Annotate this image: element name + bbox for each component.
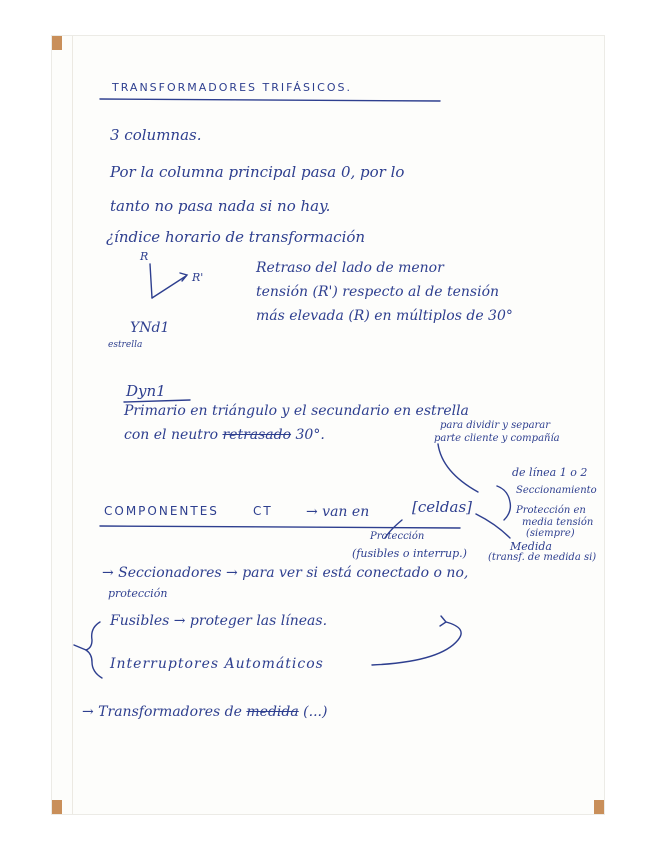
- text-fragment: con el neutro: [124, 427, 219, 443]
- side-note: Protección: [370, 531, 425, 542]
- struck-word: medida: [246, 704, 299, 720]
- description-line: más elevada (R) en múltiplos de 30°: [256, 308, 513, 324]
- text-fragment: → Transformadores de: [82, 704, 242, 720]
- description-line: Retraso del lado de menor: [256, 260, 444, 276]
- text-line: → Seccionadores → para ver si está conectado o no,: [102, 565, 469, 581]
- vector-label-r: R: [140, 250, 149, 263]
- side-note: (fusibles o interrup.): [352, 547, 467, 560]
- connection-label-dyn1: Dyn1: [126, 382, 166, 400]
- text-line: protección: [108, 587, 168, 600]
- text-line: Por la columna principal pasa 0, por lo: [110, 163, 405, 181]
- text-line: [82, 705, 327, 719]
- side-note: de línea 1 o 2: [512, 466, 588, 479]
- side-note: para dividir y separar: [440, 420, 551, 431]
- text-line: ¿índice horario de transformación: [106, 228, 366, 246]
- description-line: [124, 428, 325, 442]
- struck-word: retrasado: [222, 427, 292, 443]
- estrella-label: estrella: [108, 340, 143, 350]
- side-note: Protección en: [516, 505, 586, 516]
- description-line: Primario en triángulo y el secundario en estrella: [124, 403, 469, 419]
- text-fragment: (...): [303, 704, 328, 720]
- componentes-heading: COMPONENTES: [104, 504, 219, 518]
- side-note: (siempre): [526, 528, 575, 539]
- text-line: Interruptores Automáticos: [110, 656, 324, 672]
- side-note: Medida: [510, 540, 552, 553]
- connection-label-ynd1: YNd1: [130, 320, 170, 336]
- side-note: media tensión: [522, 517, 594, 528]
- side-note: (transf. de medida si): [488, 552, 597, 563]
- side-note: parte cliente y compañía: [434, 433, 560, 444]
- celdas-text: [celdas]: [412, 498, 473, 516]
- van-en-text: → van en: [306, 504, 370, 520]
- text-fragment: 30°.: [295, 427, 325, 443]
- text-line: tanto no pasa nada si no hay.: [110, 197, 331, 215]
- side-note: Seccionamiento: [516, 485, 597, 496]
- ct-label: CT: [253, 504, 273, 518]
- page-title: TRANSFORMADORES TRIFÁSICOS.: [112, 81, 352, 94]
- vector-label-r-prime: R': [192, 271, 204, 284]
- text-line: 3 columnas.: [110, 126, 202, 144]
- description-line: tensión (R') respecto al de tensión: [256, 284, 500, 300]
- text-line: Fusibles → proteger las líneas.: [110, 613, 328, 629]
